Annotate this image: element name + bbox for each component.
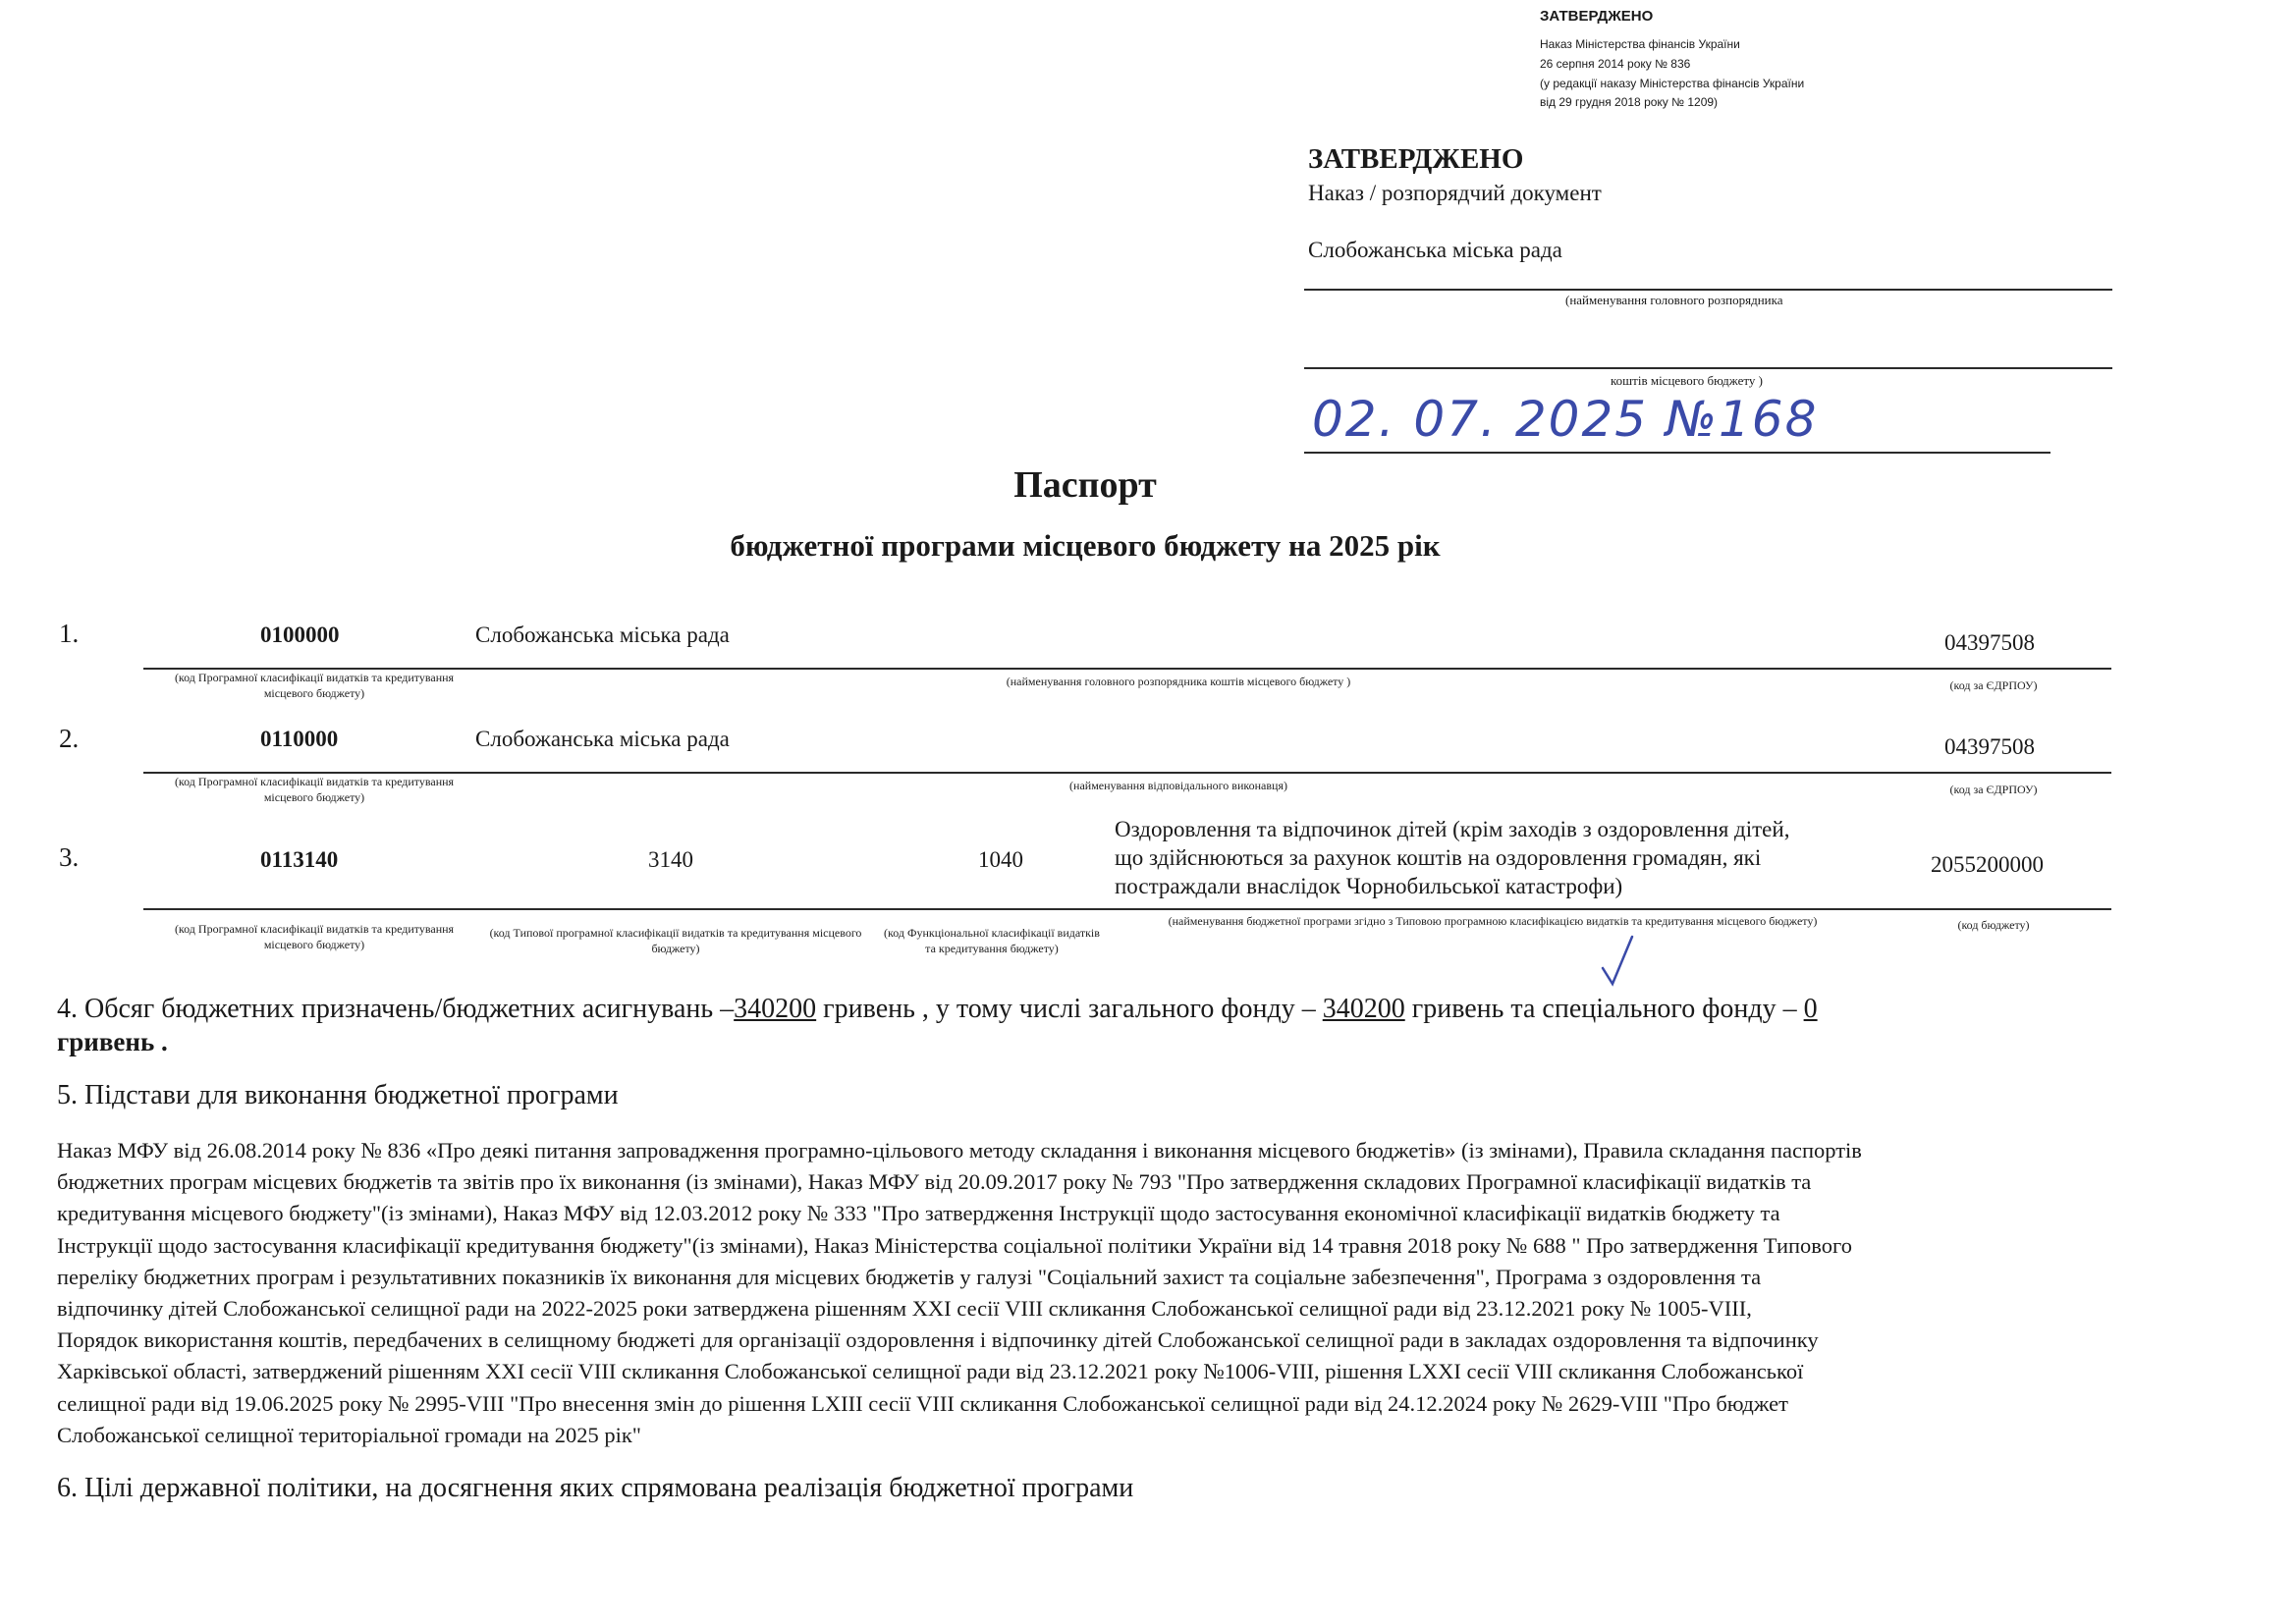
caption-edrpou: (код за ЄДРПОУ) <box>1949 783 2038 796</box>
section-5-heading: 5. Підстави для виконання бюджетної програми <box>57 1080 619 1110</box>
row-number: 1. <box>59 619 80 648</box>
amount-special-fund: 0 <box>1803 994 1818 1024</box>
executor-name: Слобожанська міська рада <box>475 727 730 751</box>
amount-total: 340200 <box>734 994 817 1024</box>
program-code: 0100000 <box>260 622 340 647</box>
row-number: 2. <box>59 724 80 753</box>
approval-doc-type: Наказ / розпорядчий документ <box>1308 181 1602 205</box>
basis-line: Інструкції щодо застосування класифікації кредитування бюджету"(із змінами), Наказ Міністерства соціальної політики України від 14 травня 2018 року № 688 " Про затвердження Типового <box>57 1232 1852 1258</box>
row-line <box>143 908 2111 910</box>
edrpou-code: 04397508 <box>1944 630 2035 655</box>
checkmark-icon <box>1599 931 1638 990</box>
amount-mid2: гривень та спеціального фонду – <box>1404 994 1804 1024</box>
functional-code: 1040 <box>978 847 1023 872</box>
program-code: 0113140 <box>260 847 339 872</box>
basis-line: переліку бюджетних програм і результативних показників їх виконання для місцевих бюджетів у галузі "Соціальний захист та соціальне забезпечення", Програма з оздоровлення та <box>57 1264 1762 1289</box>
approval-caption: коштів місцевого бюджету ) <box>1611 373 1763 388</box>
manager-name: Слобожанська міська рада <box>475 622 730 647</box>
basis-line: відпочинку дітей Слобожанської селищної ради на 2022-2025 роки затверджена рішенням XXI сесії VIII скликання Слобожанської селищної ради від 23.12.2021 року № 1005-VIII, <box>57 1296 1752 1322</box>
basis-line: бюджетних програм місцевих бюджетів та звітів про їх виконання (із змінами), Наказ МФУ від 20.09.2017 року № 793 "Про затвердження складових Програмної класифікації видатків та <box>57 1169 1812 1195</box>
caption-program-code: (код Програмної класифікації видатків та кредитування місцевого бюджету) <box>174 671 455 700</box>
caption-program-code: (код Програмної класифікації видатків та кредитування місцевого бюджету) <box>174 922 455 951</box>
approval-line <box>1304 367 2112 369</box>
amount-end: гривень . <box>57 1027 168 1056</box>
caption-edrpou: (код за ЄДРПОУ) <box>1949 678 2038 692</box>
basis-line: Слобожанської селищної територіальної громади на 2025 рік" <box>57 1422 641 1447</box>
handwritten-date-number: 02. 07. 2025 №168 <box>1312 391 1819 448</box>
caption-executor: (найменування відповідального виконавця) <box>1069 779 1287 792</box>
basis-line: Харківської області, затверджений рішенням XXI сесії VIII скликання Слобожанської селищної ради від 23.12.2021 року №1006-VIII, рішення LXXI сесії VIII скликання Слобожанської <box>57 1359 1804 1384</box>
program-code: 0110000 <box>260 727 339 751</box>
corner-approval-line: Наказ Міністерства фінансів України <box>1540 37 1740 51</box>
caption-program-name: (найменування бюджетної програми згідно з Типовою програмною класифікацією видатків та кредитування місцевого бюджету) <box>1168 914 1818 928</box>
corner-approval-title: ЗАТВЕРДЖЕНО <box>1540 8 1654 25</box>
caption-functional-code: (код Функціональної класифікації видатків та кредитування бюджету) <box>884 926 1100 955</box>
edrpou-code: 04397508 <box>1944 734 2035 759</box>
basis-line: Наказ МФУ від 26.08.2014 року № 836 «Про деякі питання запровадження програмно-цільового методу складання і виконання місцевого бюджетів» (із змінами), Правила складання паспортів <box>57 1138 1862 1163</box>
row-number: 3. <box>59 842 80 872</box>
amount-mid1: гривень , у тому числі загального фонду – <box>816 994 1323 1024</box>
corner-approval-line: від 29 грудня 2018 року № 1209) <box>1540 95 1719 109</box>
caption-program-code: (код Програмної класифікації видатків та кредитування місцевого бюджету) <box>174 775 455 804</box>
amount-prefix: 4. Обсяг бюджетних призначень/бюджетних асигнувань – <box>57 994 735 1024</box>
basis-line: Порядок використання коштів, передбачених в селищному бюджеті для організації оздоровлення і відпочинку дітей Слобожанської селищної ради в закладах оздоровлення та відпочинку <box>57 1327 1819 1353</box>
budget-code: 2055200000 <box>1931 852 2044 877</box>
basis-line: селищної ради від 19.06.2025 року № 2995-VIII "Про внесення змін до рішення LXIII сесії VIII скликання Слобожанської селищної ради від 24.12.2024 року № 2629-VIII "Про бюджет <box>57 1390 1788 1416</box>
page-title: Паспорт <box>1013 464 1157 506</box>
caption-manager: (найменування головного розпорядника коштів місцевого бюджету ) <box>1006 675 1351 688</box>
corner-approval-line: 26 серпня 2014 року № 836 <box>1540 57 1691 71</box>
approval-caption: (найменування головного розпорядника <box>1565 293 1783 307</box>
approval-line <box>1304 452 2050 454</box>
program-name-line: постраждали внаслідок Чорнобильської катастрофи) <box>1115 874 1623 898</box>
approval-title: ЗАТВЕРДЖЕНО <box>1308 143 1524 175</box>
amount-general-fund: 340200 <box>1322 994 1405 1024</box>
basis-line: кредитування місцевого бюджету"(із змінами), Наказ МФУ від 12.03.2012 року № 333 "Про затвердження Інструкції щодо застосування економічної класифікації видатків бюджету та <box>57 1201 1780 1226</box>
page-subtitle: бюджетної програми місцевого бюджету на 2025 рік <box>730 528 1441 563</box>
program-name-line: Оздоровлення та відпочинок дітей (крім заходів з оздоровлення дітей, <box>1115 817 1790 841</box>
approval-line <box>1304 289 2112 291</box>
corner-approval-line: (у редакції наказу Міністерства фінансів України <box>1540 77 1805 90</box>
caption-budget-code: (код бюджету) <box>1957 918 2030 932</box>
approval-org: Слобожанська міська рада <box>1308 238 1562 262</box>
typical-code: 3140 <box>648 847 693 872</box>
section-5-body <box>57 1135 1862 1451</box>
caption-typical-code: (код Типової програмної класифікації видатків та кредитування місцевого бюджету) <box>489 926 862 955</box>
program-name-line: що здійснюються за рахунок коштів на оздоровлення громадян, які <box>1115 845 1762 870</box>
section-6-heading: 6. Цілі державної політики, на досягнення яких спрямована реалізація бюджетної програми <box>57 1473 1134 1503</box>
